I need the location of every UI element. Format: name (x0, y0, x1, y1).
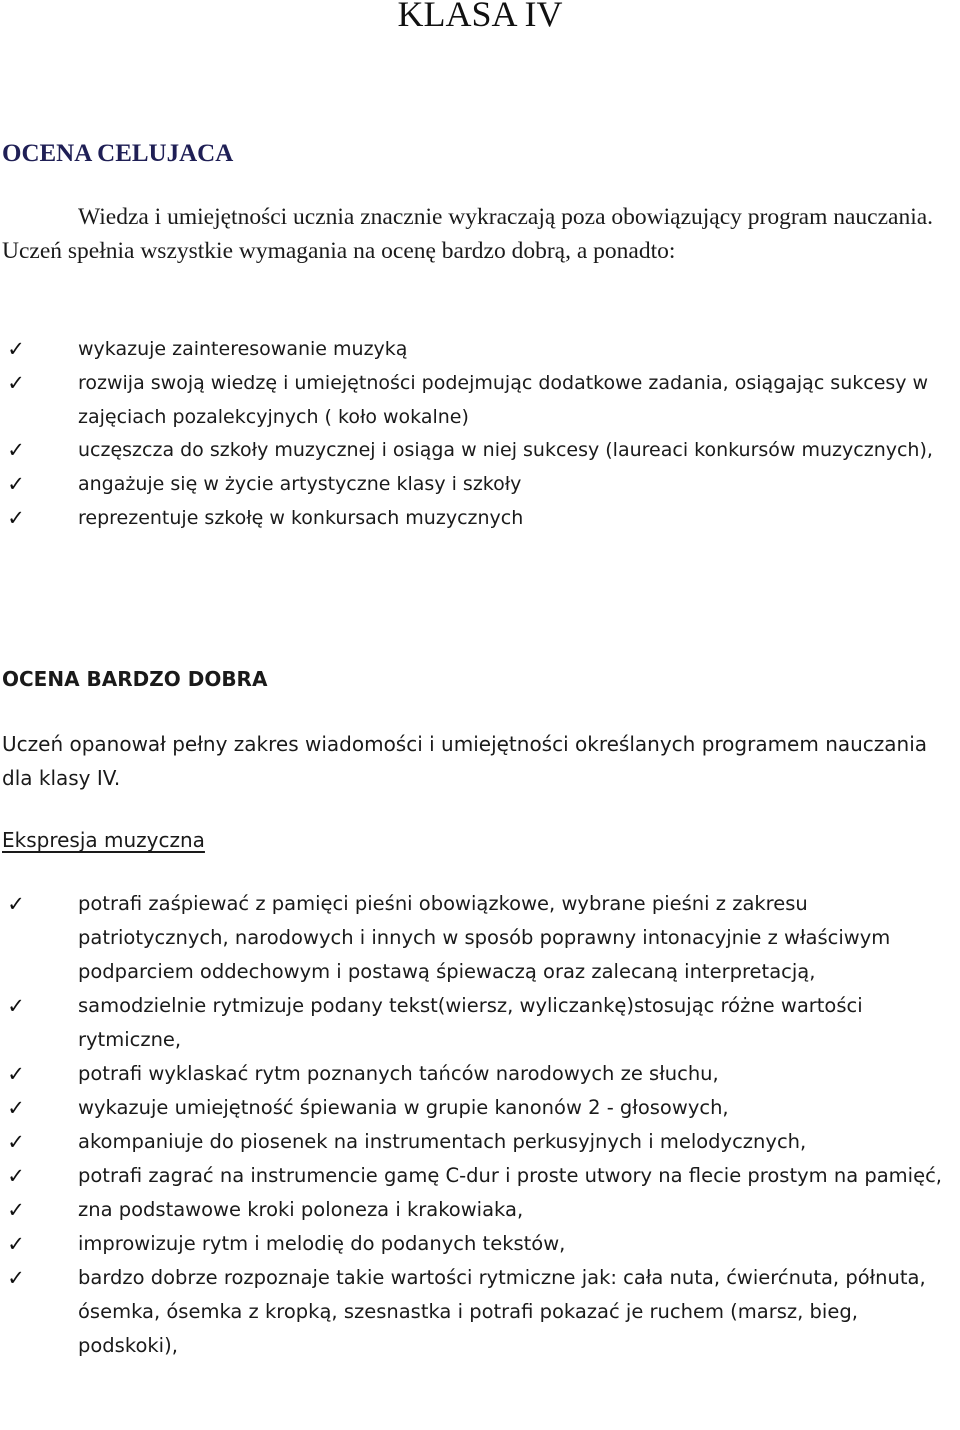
section-heading-bardzo-dobra: OCENA BARDZO DOBRA (2, 667, 268, 691)
list-item (0, 1261, 960, 1363)
list-item-text: bardzo dobrze rozpoznaje takie wartości rytmiczne jak: cała nuta, ćwierćnuta, półnuta, ósemka, ósemka z kropką, szesnastka i potrafi pokazać je ruchem (marsz, bieg, podskoki), (78, 1266, 926, 1357)
list-item-text: samodzielnie rytmizuje podany tekst(wiersz, wyliczankę)stosując różne wartości rytmiczne, (78, 994, 863, 1051)
list-item-text: reprezentuje szkołę w konkursach muzycznych (78, 506, 524, 529)
list-item-text: improwizuje rytm i melodię do podanych tekstów, (78, 1232, 566, 1255)
list-item-text: potrafi wyklaskać rytm poznanych tańców narodowych ze słuchu, (78, 1062, 719, 1085)
checkmark-icon: ✓ (7, 337, 25, 361)
list-item (0, 1125, 960, 1159)
checkmark-icon: ✓ (7, 472, 25, 497)
list-item (0, 468, 960, 502)
requirements-list-bardzo-dobra (0, 887, 960, 1363)
page-title: KLASA IV (397, 0, 563, 34)
requirements-list-celujaca (0, 333, 960, 536)
list-item (0, 1193, 960, 1227)
list-item (0, 1091, 960, 1125)
list-item-text: potrafi zaśpiewać z pamięci pieśni obowiązkowe, wybrane pieśni z zakresu patriotycznych, narodowych i innych w sposób poprawny intonacyjnie z właściwym podparciem oddechowym i postawą śpiewaczą oraz zalecaną interpretacją, (78, 892, 891, 983)
list-item (0, 1227, 960, 1261)
list-item-text: uczęszcza do szkoły muzycznej i osiąga w niej sukcesy (laureaci konkursów muzycznych), (78, 439, 933, 462)
checkmark-icon: ✓ (7, 505, 25, 530)
list-item (0, 1159, 960, 1193)
list-item-text: potrafi zagrać na instrumencie gamę C-dur i proste utwory na flecie prostym na pamięć, (78, 1164, 942, 1187)
list-item-text: wykazuje umiejętność śpiewania w grupie kanonów 2 - głosowych, (78, 1096, 729, 1119)
list-item (0, 333, 960, 367)
list-item (0, 989, 960, 1057)
checkmark-icon: ✓ (7, 1198, 25, 1222)
list-item-text: wykazuje zainteresowanie muzyką (78, 338, 408, 360)
checkmark-icon: ✓ (7, 892, 25, 916)
list-item-text: angażuje się w życie artystyczne klasy i szkoły (78, 473, 522, 496)
list-item (0, 887, 960, 989)
list-item-text: akompaniuje do piosenek na instrumentach perkusyjnych i melodycznych, (78, 1130, 807, 1153)
list-item-text: rozwija swoją wiedzę i umiejętności podejmując dodatkowe zadania, osiągając sukcesy w zajęciach pozalekcyjnych ( koło wokalne) (78, 371, 929, 428)
list-item (0, 502, 960, 536)
subsection-heading-ekspresja: Ekspresja muzyczna (2, 828, 205, 852)
checkmark-icon: ✓ (7, 438, 25, 463)
checkmark-icon: ✓ (7, 1130, 25, 1154)
section-intro-celujaca: Wiedza i umiejętności ucznia znacznie wykraczają poza obowiązujący program nauczania. Uczeń spełnia wszystkie wymagania na ocenę bardzo dobrą, a ponadto: (2, 204, 934, 264)
checkmark-icon: ✓ (7, 1232, 25, 1256)
list-item (0, 434, 960, 468)
checkmark-icon: ✓ (7, 1164, 25, 1188)
section-intro-bardzo-dobra: Uczeń opanował pełny zakres wiadomości i umiejętności określanych programem nauczania dla klasy IV. (2, 732, 928, 790)
checkmark-icon: ✓ (7, 994, 25, 1018)
checkmark-icon: ✓ (7, 1062, 25, 1086)
section-heading-celujaca: OCENA CELUJACA (2, 140, 234, 167)
checkmark-icon: ✓ (7, 370, 25, 395)
list-item-text: zna podstawowe kroki poloneza i krakowiaka, (78, 1198, 524, 1221)
list-item (0, 1057, 960, 1091)
checkmark-icon: ✓ (7, 1266, 25, 1290)
checkmark-icon: ✓ (7, 1096, 25, 1120)
list-item (0, 367, 960, 435)
